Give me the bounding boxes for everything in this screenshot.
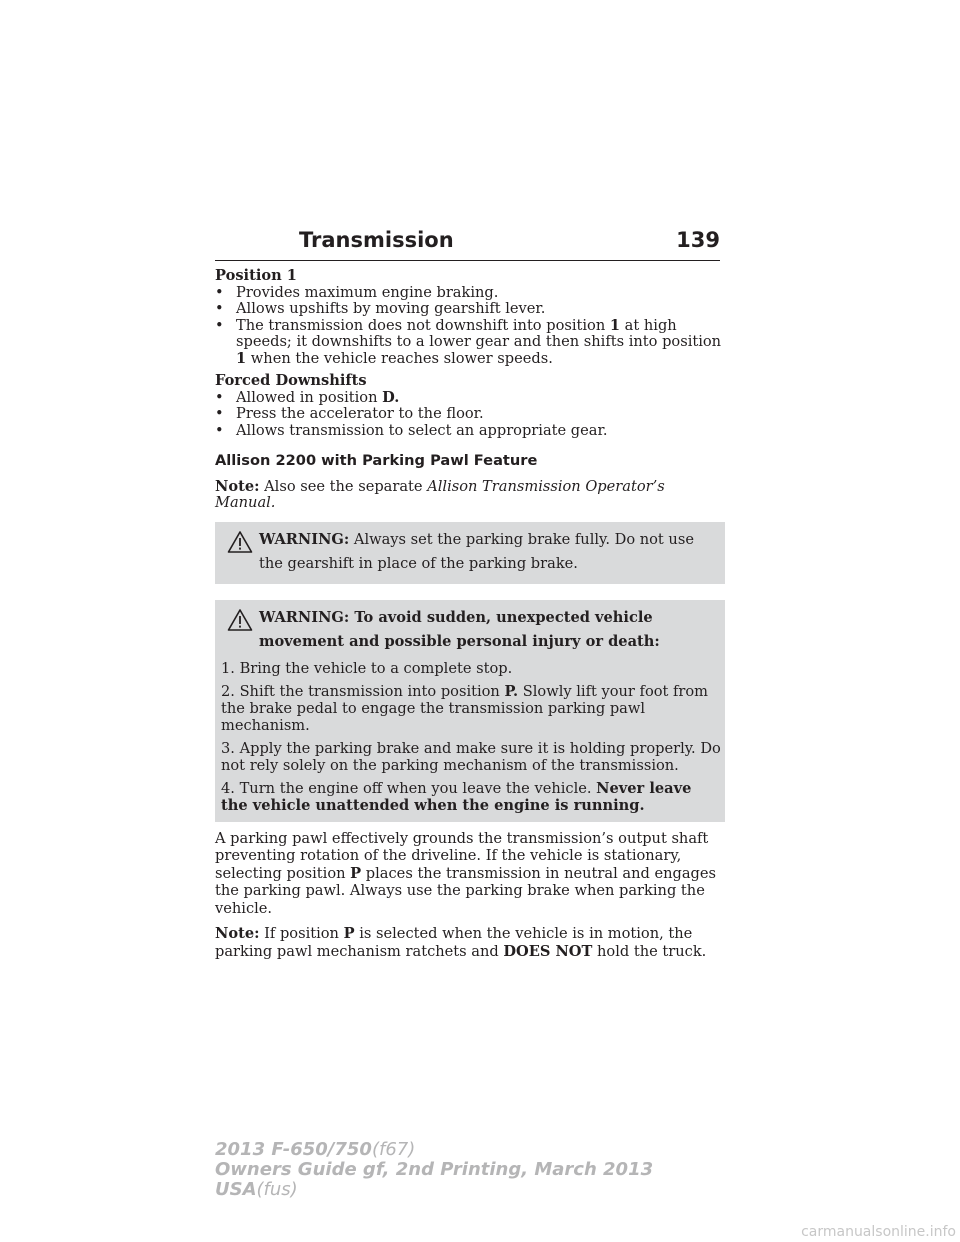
footer-line-model: 2013 F-650/750(f67): [215, 1139, 416, 1160]
parking-pawl-paragraph: A parking pawl effectively grounds the transmission’s output shaft preventing rotation of the driveline. If the vehicle is stationary, selecting position P places the transmission in neutral and engages the parking pawl. Always use the parking brake when parking the vehicle.: [215, 829, 717, 917]
allison-note: Note: Also see the separate Allison Transmission Operator’s Manual.: [215, 477, 665, 511]
list-item: • Allowed in position D.: [215, 388, 400, 406]
bullet-icon: •: [215, 316, 224, 334]
section-title: Transmission: [299, 228, 454, 252]
print-footer: [215, 1140, 653, 1200]
list-item: • Provides maximum engine braking.: [215, 283, 499, 301]
page-header: [215, 228, 720, 261]
list-item: • Allows upshifts by moving gearshift lever.: [215, 300, 546, 317]
list-item: • The transmission does not downshift into position 1 at high speeds; it downshifts to a lower gear and then shifts into position 1 when the vehicle reaches slower speeds.: [215, 316, 722, 367]
warning-text: WARNING: Always set the parking brake fully. Do not use the gearshift in place of the parking brake.: [259, 530, 694, 572]
warning-triangle-icon: [227, 530, 253, 554]
warning-triangle-icon: [227, 608, 253, 632]
bullet-icon: •: [215, 388, 224, 406]
allison-heading: Allison 2200 with Parking Pawl Feature: [215, 452, 538, 469]
warning-step-2: 2. Shift the transmission into position P. Slowly lift your foot from the brake pedal to engage the transmission parking pawl mechanism.: [221, 682, 709, 734]
bullet-icon: •: [215, 283, 224, 301]
bullet-icon: •: [215, 405, 224, 422]
warning-heading: WARNING: To avoid sudden, unexpected vehicle movement and possible personal injury or death:: [259, 608, 660, 650]
watermark: carmanualsonline.info: [801, 1224, 956, 1240]
warning-box-vehicle-movement: [215, 600, 725, 822]
page-number: 139: [676, 228, 720, 252]
forced-downshifts-list: [215, 390, 725, 440]
footer-line-region: USA(fus): [215, 1179, 298, 1200]
warning-step-4: 4. Turn the engine off when you leave the vehicle. Never leave the vehicle unattended when the engine is running.: [221, 779, 692, 814]
footer-line-printing: Owners Guide gf, 2nd Printing, March 2013: [215, 1159, 654, 1180]
warning-box-parking-brake: [215, 522, 725, 584]
forced-downshifts-heading: Forced Downshifts: [215, 372, 367, 389]
bullet-icon: •: [215, 421, 224, 439]
page-content: [215, 268, 725, 960]
position1-list: [215, 285, 725, 368]
parking-pawl-note: Note: If position P is selected when the vehicle is in motion, the parking pawl mechanism ratchets and DOES NOT hold the truck.: [215, 925, 707, 960]
position1-heading: Position 1: [215, 267, 297, 284]
list-item: • Press the accelerator to the floor.: [215, 405, 484, 422]
warning-step-3: 3. Apply the parking brake and make sure it is holding properly. Do not rely solely on the parking mechanism of the transmission.: [221, 739, 721, 774]
bullet-icon: •: [215, 300, 224, 317]
list-item: • Allows transmission to select an appropriate gear.: [215, 421, 608, 439]
warning-step-1: 1. Bring the vehicle to a complete stop.: [221, 659, 513, 677]
